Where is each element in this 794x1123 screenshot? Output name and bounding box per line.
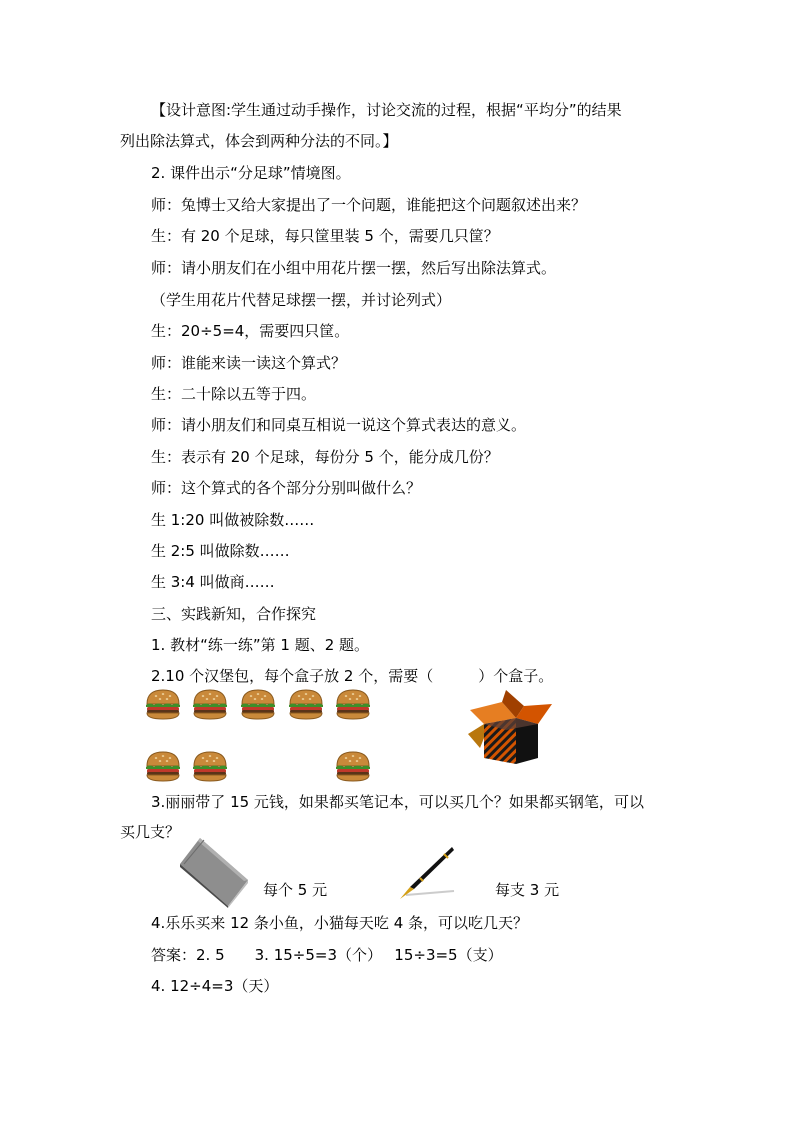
answer-line-1: 答案：2. 5 3. 15÷5=3（个） 15÷3=5（支） — [151, 946, 503, 964]
hamburger-icon — [239, 688, 277, 720]
design-intent-line-2: 列出除法算式，体会到两种分法的不同。】 — [120, 132, 398, 150]
notebook-price-label: 每个 5 元 — [263, 881, 328, 899]
hamburger-icon — [191, 688, 229, 720]
hamburger-icon — [144, 750, 182, 782]
exercise-3-line-2: 买几支？ — [120, 823, 181, 841]
student-line: 生：有 20 个足球，每只筐里装 5 个，需要几只筐？ — [151, 227, 499, 245]
activity-note: （学生用花片代替足球摆一摆，并讨论列式） — [151, 291, 452, 309]
teacher-line: 师：兔博士又给大家提出了一个问题，谁能把这个问题叙述出来？ — [151, 196, 587, 214]
teacher-line: 师：这个算式的各个部分分别叫做什么？ — [151, 479, 422, 497]
student-line: 生：表示有 20 个足球，每份分 5 个，能分成几份？ — [151, 448, 499, 466]
exercise-4: 4.乐乐买来 12 条小鱼，小猫每天吃 4 条，可以吃几天？ — [151, 914, 529, 932]
design-intent-line-1: 【设计意图:学生通过动手操作，讨论交流的过程，根据“平均分”的结果 — [151, 101, 622, 119]
hamburger-icon — [191, 750, 229, 782]
teacher-line: 师：谁能来读一读这个算式？ — [151, 354, 347, 372]
hamburger-icon — [334, 688, 372, 720]
teacher-line: 师：请小朋友们和同桌互相说一说这个算式表达的意义。 — [151, 416, 527, 434]
section-heading: 三、实践新知，合作探究 — [151, 605, 317, 623]
exercise-3-line-1: 3.丽丽带了 15 元钱，如果都买笔记本，可以买几个？如果都买钢笔，可以 — [151, 793, 644, 811]
exercise-1: 1. 教材“练一练”第 1 题、2 题。 — [151, 636, 370, 654]
exercise-2: 2.10 个汉堡包，每个盒子放 2 个，需要（ ）个盒子。 — [151, 667, 554, 685]
teacher-line: 师：请小朋友们在小组中用花片摆一摆，然后写出除法算式。 — [151, 259, 557, 277]
step-2-heading: 2. 课件出示“分足球”情境图。 — [151, 164, 351, 182]
student-line: 生 1:20 叫做被除数…… — [151, 511, 315, 529]
student-line: 生 2:5 叫做除数…… — [151, 542, 290, 560]
student-line: 生 3:4 叫做商…… — [151, 573, 275, 591]
student-line: 生：二十除以五等于四。 — [151, 385, 317, 403]
pen-icon — [396, 845, 456, 901]
answer-line-2: 4. 12÷4=3（天） — [151, 977, 279, 995]
open-box-icon — [466, 688, 556, 766]
hamburger-icon — [144, 688, 182, 720]
student-line: 生：20÷5=4，需要四只筐。 — [151, 322, 350, 340]
hamburger-icon — [334, 750, 372, 782]
hamburger-icon — [287, 688, 325, 720]
pen-price-label: 每支 3 元 — [495, 881, 560, 899]
notebook-icon — [178, 834, 250, 908]
